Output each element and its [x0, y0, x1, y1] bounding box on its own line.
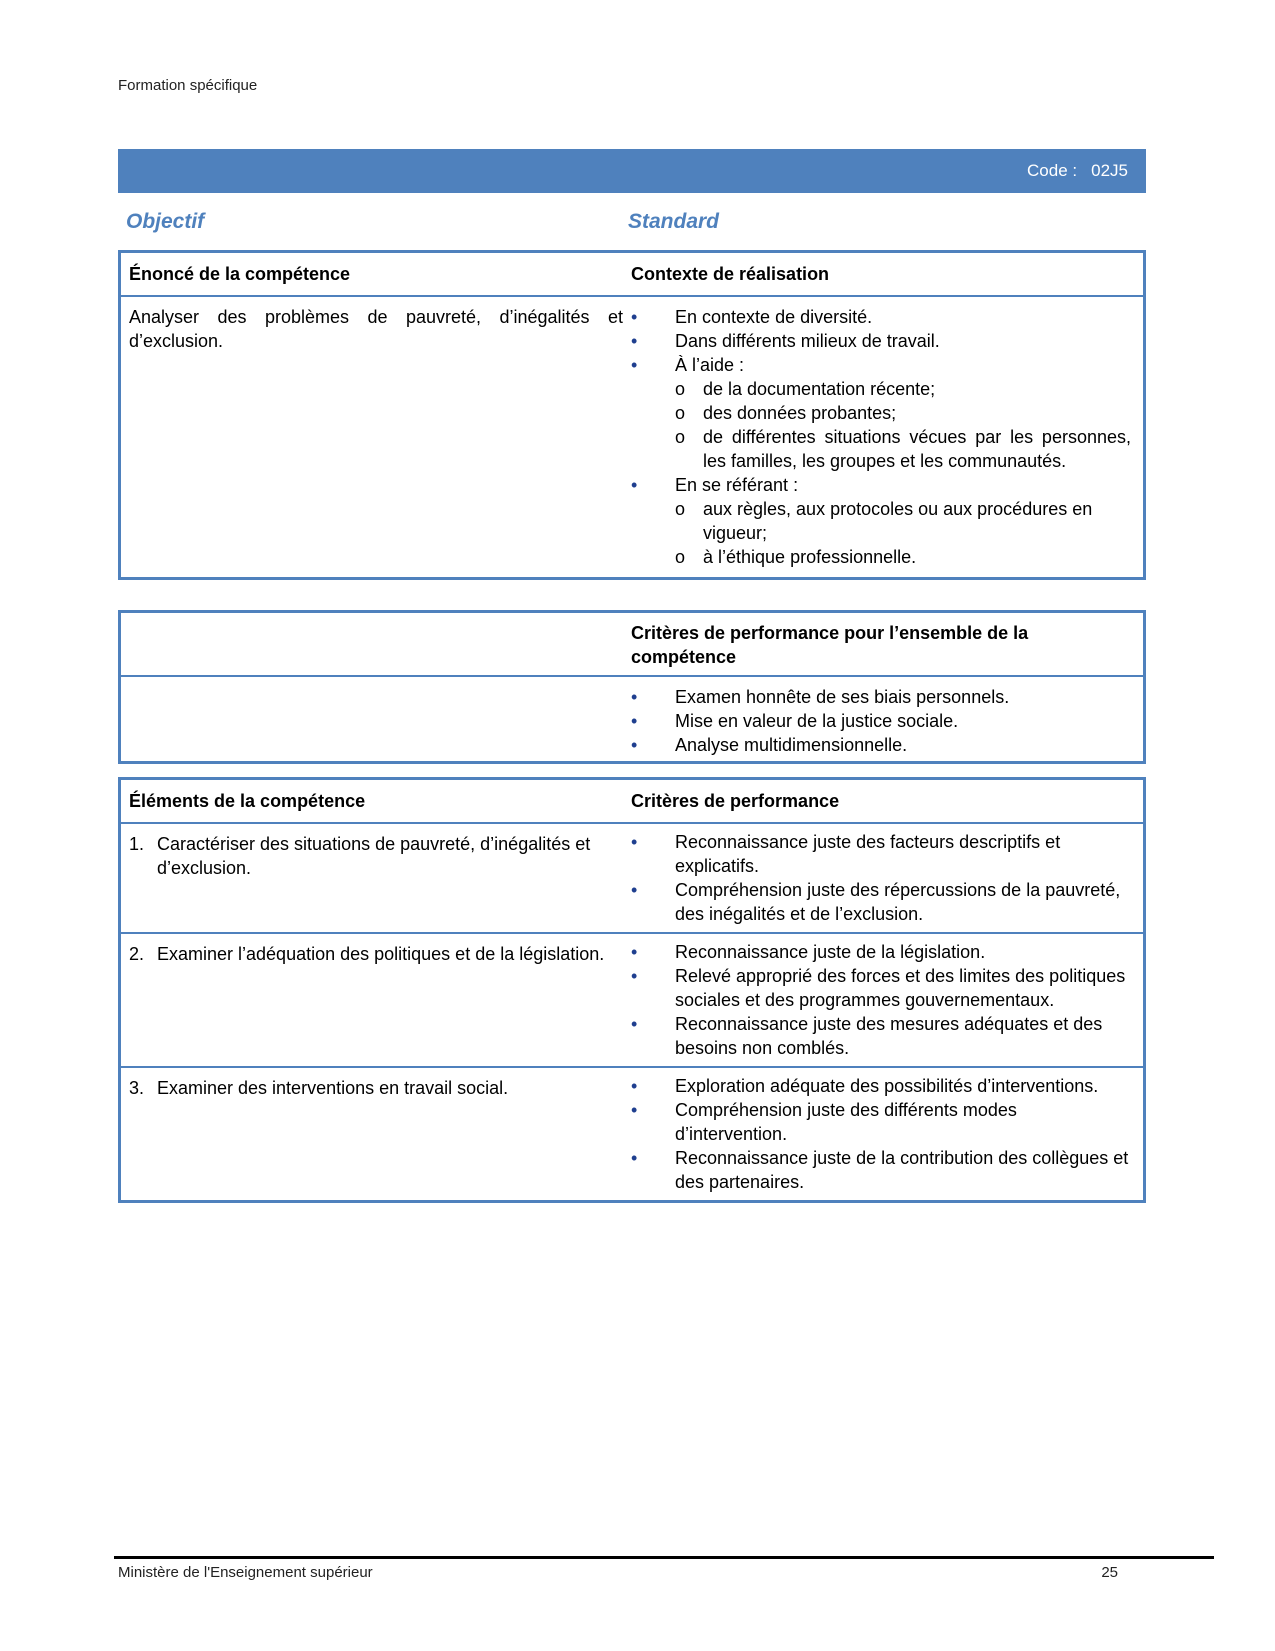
- code-banner: [118, 149, 1146, 193]
- criteria-list: [631, 940, 1131, 1060]
- element-text: Examiner l’adéquation des politiques et de la législation.: [157, 944, 605, 964]
- element-item: [129, 1076, 623, 1100]
- list-item: • Compréhension juste des différents modes d’intervention.: [631, 1098, 1131, 1146]
- list-item: • Compréhension juste des répercussions de la pauvreté, des inégalités et de l’exclusion.: [631, 878, 1131, 926]
- page-footer: [118, 1564, 1118, 1581]
- list-item: • En contexte de diversité.: [631, 305, 1131, 329]
- footer-ministry: Ministère de l'Enseignement supérieur: [118, 1564, 373, 1581]
- element-list: [129, 942, 623, 966]
- list-item: • Examen honnête de ses biais personnels.: [631, 685, 1131, 709]
- overall-criteria-list: [631, 685, 1131, 757]
- context-list: [631, 305, 1131, 569]
- criteria-list: [631, 830, 1131, 926]
- list-item: • Reconnaissance juste des mesures adéquates et des besoins non comblés.: [631, 1012, 1131, 1060]
- element-list: [129, 1076, 623, 1100]
- element-row: [121, 932, 1143, 1066]
- overall-criteria-title: Critères de performance pour l’ensemble de la compétence: [631, 623, 1029, 667]
- list-item: • Dans différents milieux de travail.: [631, 329, 1131, 353]
- sub-list-item: o de la documentation récente;: [675, 377, 1131, 401]
- element-row: [121, 1066, 1143, 1200]
- element-item: [129, 942, 623, 966]
- running-header: Formation spécifique: [118, 77, 258, 94]
- sub-list-item: o de différentes situations vécues par les personnes, les familles, les groupes et les communautés.: [675, 425, 1131, 473]
- empty-cell: [121, 621, 631, 669]
- element-item: [129, 832, 623, 880]
- footer-divider: [114, 1556, 1214, 1559]
- element-number: 3.: [129, 1078, 145, 1098]
- criteria-cell: [631, 1074, 1143, 1194]
- competence-statement: Analyser des problèmes de pauvreté, d’inégalités et d’exclusion.: [129, 307, 623, 351]
- context-cell: [631, 305, 1143, 569]
- code-value: 02J5: [1091, 161, 1128, 180]
- element-text: Caractériser des situations de pauvreté, d’inégalités et d’exclusion.: [157, 834, 591, 878]
- sub-list: [675, 497, 1131, 569]
- element-cell: [121, 1074, 631, 1194]
- element-number: 1.: [129, 834, 145, 854]
- criteria-cell: [631, 940, 1143, 1060]
- competence-table-header: [121, 253, 1143, 297]
- element-cell: [121, 830, 631, 926]
- list-item: • Relevé approprié des forces et des limites des politiques sociales et des programmes gouvernementaux.: [631, 964, 1131, 1012]
- column-headings: [0, 210, 1275, 238]
- list-item: • Analyse multidimensionnelle.: [631, 733, 1131, 757]
- list-item: [631, 353, 1131, 473]
- elements-table-header: [121, 780, 1143, 824]
- overall-criteria-cell: [631, 685, 1143, 757]
- context-header: Contexte de réalisation: [631, 263, 830, 284]
- sub-list-item: o à l’éthique professionnelle.: [675, 545, 1131, 569]
- list-item: [631, 473, 1131, 569]
- competence-row: [121, 297, 1143, 577]
- code-label: Code :: [1027, 161, 1078, 180]
- list-item: • Reconnaissance juste de la législation.: [631, 940, 1131, 964]
- element-number: 2.: [129, 944, 145, 964]
- competence-table: [118, 250, 1146, 580]
- statement-header: Énoncé de la compétence: [129, 263, 351, 284]
- list-item: • Mise en valeur de la justice sociale.: [631, 709, 1131, 733]
- objective-heading: Objectif: [126, 210, 205, 233]
- sub-list-item: o aux règles, aux protocoles ou aux procédures en vigueur;: [675, 497, 1131, 545]
- sub-list-item: o des données probantes;: [675, 401, 1131, 425]
- page-number: 25: [1101, 1564, 1118, 1581]
- elements-header: Éléments de la compétence: [129, 790, 366, 811]
- list-item-label: À l’aide :: [675, 355, 745, 375]
- list-item: • Reconnaissance juste des facteurs descriptifs et explicatifs.: [631, 830, 1131, 878]
- element-cell: [121, 940, 631, 1060]
- elements-table: [118, 777, 1146, 1203]
- element-list: [129, 832, 623, 880]
- element-row: [121, 824, 1143, 932]
- empty-cell: [121, 685, 631, 757]
- standard-heading: Standard: [628, 210, 720, 233]
- element-text: Examiner des interventions en travail social.: [157, 1078, 509, 1098]
- criteria-list: [631, 1074, 1131, 1194]
- list-item-label: En se référant :: [675, 475, 799, 495]
- sub-list: [675, 377, 1131, 473]
- overall-criteria-table: [118, 610, 1146, 764]
- criteria-header: Critères de performance: [631, 790, 840, 811]
- list-item: • Exploration adéquate des possibilités d’interventions.: [631, 1074, 1131, 1098]
- criteria-cell: [631, 830, 1143, 926]
- list-item: • Reconnaissance juste de la contribution des collègues et des partenaires.: [631, 1146, 1131, 1194]
- overall-criteria-header: [121, 613, 1143, 677]
- overall-criteria-row: [121, 677, 1143, 761]
